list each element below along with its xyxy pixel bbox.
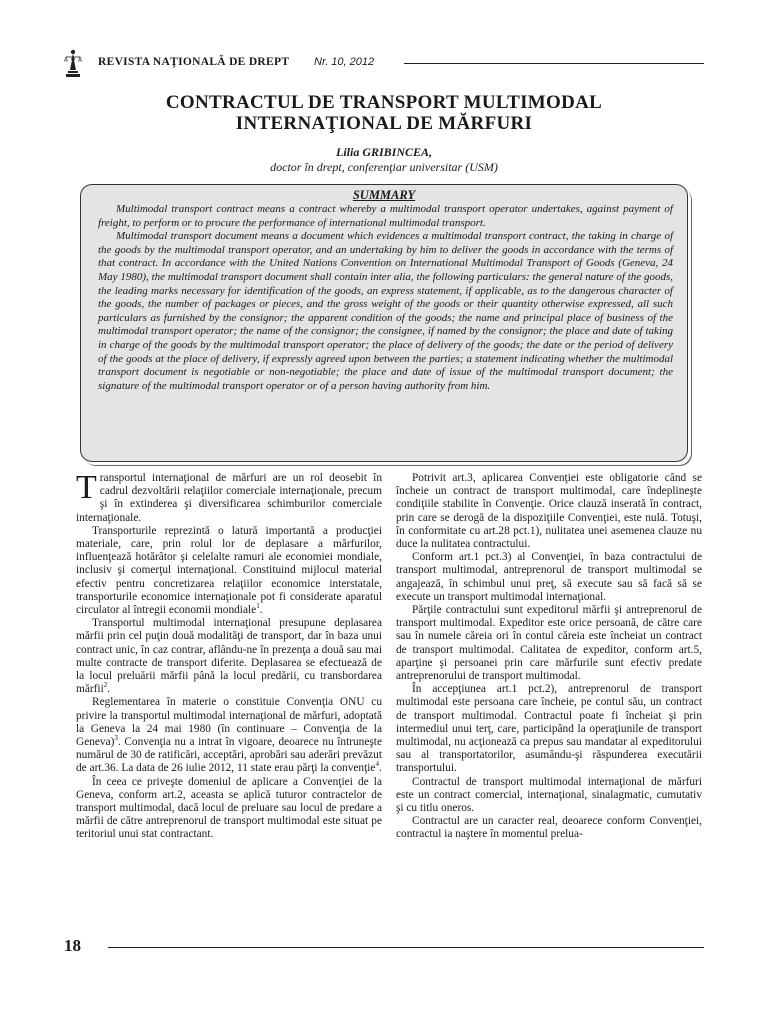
title-line-1: CONTRACTUL DE TRANSPORT MULTIMODAL bbox=[165, 92, 603, 113]
paragraph-text: ransportul internaţional de mărfuri are un rol deosebit în cadrul dezvoltării relaţiilor comerciale internaţionale, precum şi în extinderea şi diversificarea schimburilor comerciale internaţionale. bbox=[76, 472, 382, 524]
body-paragraph bbox=[76, 469, 382, 525]
body-paragraph: Părţile contractului sunt expeditorul mărfii şi antreprenorul de transport multimodal. Expeditor este orice persoană, de către care sau în numele căreia ori în contul căreia este încheiat un contract de transport multimodal. Calitatea de expeditor, conform art.5, aparţine şi persoanei prin care mărfurile sunt efectiv predate antreprenorului de transport multimodal. bbox=[396, 604, 702, 683]
author-name: Lilia GRIBINCEA, bbox=[335, 145, 433, 159]
summary-box bbox=[80, 184, 688, 462]
footnote-ref[interactable]: 3 bbox=[114, 734, 118, 743]
journal-logo-icon bbox=[64, 48, 82, 78]
footnote-ref[interactable]: 1 bbox=[256, 602, 260, 611]
body-paragraph: Conform art.1 pct.3) al Convenţiei, în baza contractului de transport multimodal, antreprenorul de transport multimodal se angajează, în schimbul unui preţ, să execute sau să facă să se execute un transport multimodal internaţional. bbox=[396, 551, 702, 603]
author-affiliation: doctor în drept, conferenţiar universitar (USM) bbox=[270, 160, 498, 174]
issue-number: Nr. 10, 2012 bbox=[314, 56, 375, 68]
body-paragraph: Contractul are un caracter real, deoarece conform Convenţiei, contractul ia naştere în momentul prelua- bbox=[396, 815, 702, 841]
right-column bbox=[396, 472, 702, 842]
left-column bbox=[76, 469, 382, 842]
body-paragraph: Contractul de transport multimodal internaţional de mărfuri este un contract comercial, internaţional, sinalagmatic, cumutativ şi cu titlu oneros. bbox=[396, 775, 702, 815]
body-paragraph: În accepţiunea art.1 pct.2), antreprenorul de transport multimodal este persoana care încheie, pe contul său, un contract de transport multimodal. Contractul poate fi încheiat şi prin intermediul unui terţ, care, participând la operaţiunile de transport multimodal, nu acţionează ca prepus sau mandatar al expeditorului sau al transportatorilor, asumându-şi răspunderea executării transportului. bbox=[396, 683, 702, 775]
page-footer bbox=[64, 936, 704, 960]
body-paragraph: Reglementarea în materie o constituie Convenţia ONU cu privire la transportul multimodal internaţional de mărfuri, adoptată la Geneva la 24 mai 1980 (în continuare – Convenţia de la Geneva)$^3$. Convenţia nu a intrat în vigoare, deoarece nu întruneşte numărul de 30 de ratificări, acceptări, aprobări sau aderări prevăzut de art.36. La data de 26 iulie 2012, 11 state erau părţi la convenţie$^4$. bbox=[76, 696, 382, 775]
body-paragraph: Potrivit art.3, aplicarea Convenţiei este obligatorie când se încheie un contract de transport multimodal, care îndeplineşte condiţiile stabilite în Convenţie. Orice clauză inserată în contract, prin care se derogă de la dispoziţiile Convenţiei, este nulă. Totuşi, în conformitate cu art.28 pct.1), nulitatea unei asemenea clauze nu duce la nulitatea contractului. bbox=[396, 472, 702, 551]
title-line-2: INTERNAŢIONAL DE MĂRFURI bbox=[235, 113, 533, 134]
body-paragraph: Transporturile reprezintă o latură importantă a producţiei materiale, care, prin rolul lor de deplasare a mărfurilor, influenţează hotărâtor şi celelalte ramuri ale economiei mondiale, inclusiv şi comerţul internaţional. Constituind mijlocul material efectiv pentru concretizarea relaţiilor economice interstatale, transporturile economice internaţionale pot fi considerate aparatul circulator al întregii economii mondiale$^1$. bbox=[76, 524, 382, 617]
summary-paragraph: Multimodal transport document means a document which evidences a multimodal transport contract, the taking in charge of the goods by the multimodal transport operator, and an undertaking by him to deliver the goods in accordance with the terms of that contract. In accordance with the United Nations Convention on International Multimodal Transport of Goods (Geneva, 24 May 1980), the multimodal transport document shall contain inter alia, the following particulars: the general nature of the goods, the leading marks necessary for identification of the goods, an express statement, if applicable, as to the dangerous character of the goods, the number of packages or pieces, and the gross weight of the goods or their quantity otherwise expressed, all such particulars as furnished by the consignor; the apparent condition of the goods; the name and principal place of business of the multimodal transport operator; the name of the consignor; the consignee, if named by the consignor; the place and date of taking in charge of the goods by the multimodal transport operator; the place of delivery of the goods; the date or the period of delivery of the goods at the place of delivery, if expressly agreed upon between the parties; a statement indicating whether the multimodal transport document is negotiable or non-negotiable; the place and date of issue of the multimodal transport document; the signature of the multimodal transport operator or of a person having authority from him. bbox=[98, 230, 673, 392]
footnote-ref[interactable]: 4 bbox=[375, 760, 379, 769]
paragraph-text: Transporturile reprezintă o latură importantă a producţiei materiale, care, prin rolul lor de deplasare a mărfurilor, influenţează hotărâtor şi celelalte ramuri ale economiei mondiale, inclusiv şi comerţul internaţional. Constituind mijlocul material efectiv pentru concretizarea relaţiilor economice interstatale, transporturile economice internaţionale pot fi considerate aparatul circulator al întregii economii mondiale bbox=[76, 524, 382, 617]
body-paragraph: Transportul multimodal internaţional presupune deplasarea mărfii prin cel puţin două modalităţi de transport, dar în baza unui contract unic, în caz contrar, aflându-ne în prezenţa a două sau mai multe contracte de transport diferite. Deplasarea se efectuează de la locul preluării mărfii până la locul predării, cu transbordarea mărfii$^2$. bbox=[76, 617, 382, 696]
journal-name: REVISTA NAŢIONALĂ DE DREPT bbox=[98, 56, 290, 68]
body-paragraph: În ceea ce priveşte domeniul de aplicare a Convenţiei de la Geneva, conform art.2, aceasta se aplică tuturor contractelor de transport multimodal, dacă locul de preluare sau locul de predare a mărfii de către antreprenorul de transport multimodal este situat pe teritoriul unui stat contractant. bbox=[76, 775, 382, 841]
page-header bbox=[64, 48, 704, 78]
header-rule bbox=[404, 63, 704, 64]
paragraph-text: Transportul multimodal internaţional presupune deplasarea mărfii prin cel puţin două modalităţi de transport, dar în baza unui contract unic, în caz contrar, aflându-ne în prezenţa a două sau mai multe contracte de transport diferite. Deplasarea se efectuează de la locul preluării mărfii până la locul predării, cu transbordarea mărfii bbox=[76, 617, 382, 696]
footnote-ref[interactable]: 2 bbox=[103, 681, 108, 690]
summary-text bbox=[81, 203, 687, 393]
paragraph-text: Reglementarea în materie o constituie Convenţia ONU cu privire la transportul multimodal internaţional de mărfuri, adoptată la Geneva la 24 mai 1980 (în continuare – Convenţia de la Geneva) bbox=[76, 696, 382, 749]
summary-heading: SUMMARY bbox=[352, 188, 416, 202]
page-number: 18 bbox=[64, 936, 81, 955]
drop-cap: T bbox=[76, 469, 97, 506]
summary-paragraph: Multimodal transport contract means a contract whereby a multimodal transport operator undertakes, against payment of freight, to perform or to procure the performance of international multimodal transport. bbox=[98, 203, 673, 229]
paragraph-text: . Convenţia nu a intrat în vigoare, deoarece nu întruneşte numărul de 30 de ratificări, acceptări, aprobări sau aderări prevăzut de art.36. La data de 26 iulie 2012, 11 state erau părţi la convenţie bbox=[76, 736, 382, 775]
footer-rule bbox=[108, 947, 704, 948]
article-title bbox=[84, 92, 684, 134]
